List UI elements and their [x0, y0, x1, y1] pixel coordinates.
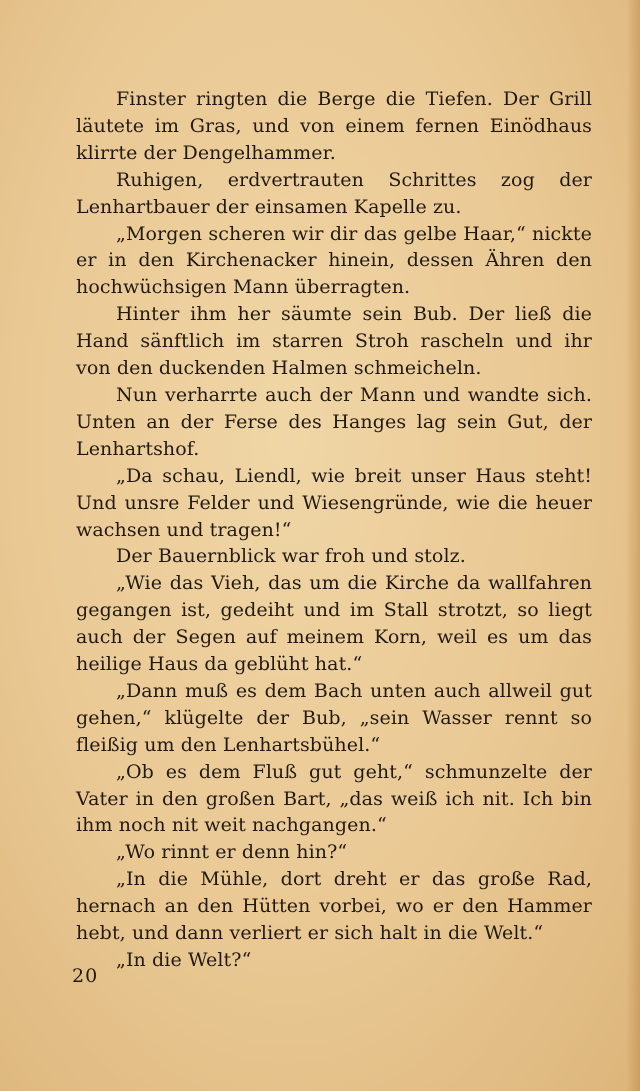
page-number: 20	[72, 965, 99, 987]
paragraph-4: Hinter ihm her säumte sein Bub. Der ließ die Hand sänftlich im starren Stroh rascheln und ihr von den duckenden Halmen schmeicheln.	[76, 303, 592, 380]
paragraph-3: „Morgen scheren wir dir das gelbe Haar,“ nickte er in den Kirchenacker hinein, dessen Ähren den hochwüchsigen Mann überragten.	[76, 222, 592, 299]
paragraph-6: „Da schau, Liendl, wie breit unser Haus steht! Und unsre Felder und Wiesengründe, wie die heuer wachsen und tragen!“	[76, 464, 592, 541]
paragraph-1: Finster ringten die Berge die Tiefen. Der Grill läutete im Gras, und von einem fernen Einödhaus klirrte der Dengelhammer.	[76, 88, 592, 164]
paragraph-12: „In die Mühle, dort dreht er das große Rad, hernach an den Hütten vorbei, wo er den Hammer hebt, und dann verliert er sich halt in die Welt.“	[76, 868, 592, 945]
page-edge-shading	[626, 0, 640, 1091]
paragraph-9: „Dann muß es dem Bach unten auch allweil gut gehen,“ klügelte der Bub, „sein Wasser rennt so fleißig um den Lenhartsbühel.“	[76, 679, 592, 756]
paragraph-2: Ruhigen, erdvertrauten Schrittes zog der Lenhartbauer der einsamen Kapelle zu.	[76, 168, 592, 218]
paragraph-10: „Ob es dem Fluß gut geht,“ schmunzelte der Vater in den großen Bart, „das weiß ich nit. Ich bin ihm noch nit weit nachgangen.“	[76, 760, 592, 837]
paragraph-13: „In die Welt?“	[116, 949, 252, 971]
paragraph-8: „Wie das Vieh, das um die Kirche da wallfahren gegangen ist, gedeiht und im Stall strotzt, so liegt auch der Segen auf meinem Korn, weil es um das heilige Haus da geblüht hat.“	[76, 572, 592, 676]
body-text	[76, 86, 592, 974]
paragraph-5: Nun verharrte auch der Mann und wandte sich. Unten an der Ferse des Hanges lag sein Gut, der Lenhartshof.	[76, 383, 592, 460]
paragraph-7: Der Bauernblick war froh und stolz.	[116, 545, 466, 568]
paragraph-11: „Wo rinnt er denn hin?“	[116, 841, 348, 864]
